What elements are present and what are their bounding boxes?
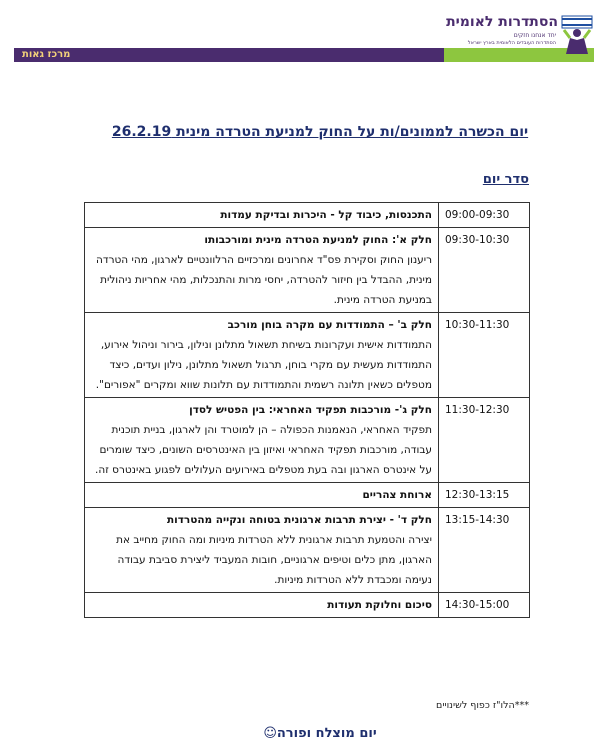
schedule-note: ***הלו"ז כפוף לשינויים <box>436 700 529 711</box>
organization-logo <box>448 12 598 60</box>
schedule-row <box>85 228 530 313</box>
session-time: 11:30-12:30 <box>439 398 530 483</box>
session-description: ריענון החוק וסקירת פס"ד אחרונים ומרכזיים הרלוונטיים לארגון, מהי הטרדה מינית, ההבדל בין חיזור להטרדה, יחסי מרות והתנכלות, מהי אחריות ניהולית במניעת הטרדה מינית. <box>95 254 432 306</box>
session-time: 09:30-10:30 <box>439 228 530 313</box>
session-time: 10:30-11:30 <box>439 313 530 398</box>
agenda-heading: סדר יום <box>482 172 529 187</box>
session-title: חלק ג'- מורכבות תפקיד האחראי: בין הפטיש לסדן <box>189 404 432 416</box>
session-title: סיכום וחלוקת תעודות <box>327 599 432 611</box>
schedule-row <box>85 508 530 593</box>
schedule-row <box>85 593 530 618</box>
logo-subtitle-2: הסתדרות העובדים הלאומית בארץ ישראל <box>467 40 556 46</box>
schedule-row <box>85 313 530 398</box>
session-description: יצירה והטמעת תרבות ארגונית ללא הטרדות מיניות ומה החוק מחייב את הארגון, מתן כלים וטיפים ארגוניים, חובות המעביד ליצירת סביבת עבודה נעימה ומכבדת ללא הטרדות מיניות. <box>116 534 432 586</box>
session-description: תפקיד האחראי, הנאמנות הכפולה – הן למוטרד והן לארגון, בניית תוכנית עבודה, מורכבות תפקיד האחראי ואיזון בין האינטרסים השונים, כיצד שומרים על אינטרס הארגון ובה בעת מטפלים באירועים העלולים לפגוע באינטרס זה. <box>95 424 432 476</box>
session-title: חלק ב' – התמודדות עם מקרה בוחן מורכב <box>227 319 432 331</box>
schedule-row <box>85 203 530 228</box>
schedule-table <box>84 202 530 618</box>
schedule-row <box>85 398 530 483</box>
session-title: ארוחת צהריים <box>362 489 432 501</box>
page-title: יום הכשרה לממונים/ות על החוק למניעת הטרדה מינית 26.2.19 <box>111 124 529 140</box>
session-title: התכנסות, כיבוד קל - היכרות ובדיקת עמדות <box>220 209 432 221</box>
session-description: התמודדות אישית ועקרונות בשיחת תשאול מתלונן ונילון, בירור וניהול אירוע, התמודדות מעשית עם מקרי בוחן, תרגול תשאול מתלונן, נילון ועדים, כיצד מטפלים כשאין תלונה רשמית והתמודדות עם תלונות שווא ומקרים "אפורים". <box>95 339 432 391</box>
logo-title: הסתדרות לאומית <box>446 14 558 30</box>
logo-subtitle: יחד אנחנו חזקים <box>513 32 556 39</box>
schedule-row <box>85 483 530 508</box>
closing-message: יום מוצלח ופורה☺ <box>263 726 377 741</box>
session-time: 13:15-14:30 <box>439 508 530 593</box>
header-bar-label: מרכז גאות <box>22 49 71 60</box>
session-title: חלק ד' - יצירת תרבות ארגונית בטוחה ונקייה מהטרדות <box>166 514 432 526</box>
session-title: חלק א': החוק למניעת הטרדה מינית ומורכבותו <box>204 234 432 246</box>
logo-people-icon <box>560 12 594 56</box>
session-time: 14:30-15:00 <box>439 593 530 618</box>
session-time: 09:00-09:30 <box>439 203 530 228</box>
session-time: 12:30-13:15 <box>439 483 530 508</box>
